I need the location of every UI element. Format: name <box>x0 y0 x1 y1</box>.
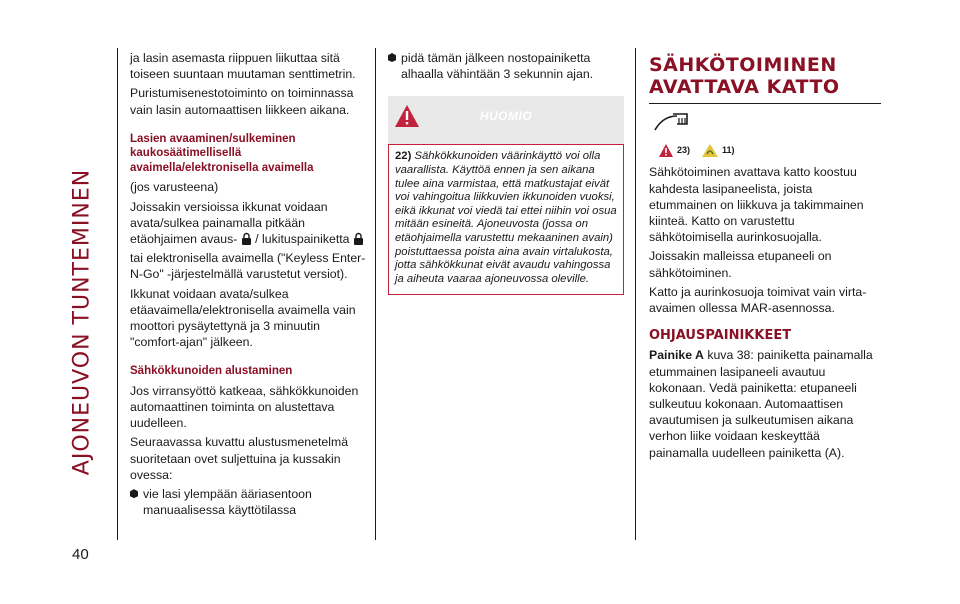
text: tai elektronisella avaimella ("Keyless Enter-N-Go" -järjestelmällä varustetut versiot). <box>130 251 366 282</box>
warning-triangle-icon <box>659 144 673 157</box>
paragraph: Katto ja aurinkosuoja toimivat vain virta-avaimen ollessa MAR-asennossa. <box>649 284 867 316</box>
lock-key-icon <box>241 232 252 250</box>
reference-number: 23) <box>677 145 691 156</box>
reference-marks <box>659 142 881 158</box>
list-item <box>388 50 624 82</box>
text: / lukituspainiketta <box>255 231 350 246</box>
list-item-text: vie lasi ylempään ääriasentoon manuaalisessa käyttötilassa <box>143 487 312 518</box>
page-number: 40 <box>72 546 89 563</box>
warning-header <box>388 96 624 144</box>
section-title <box>649 54 881 98</box>
note-number: 22) <box>395 150 412 163</box>
column-3 <box>649 50 881 464</box>
paragraph: ja lasin asemasta riippuen liikuttaa sitä toiseen suuntaan muutaman senttimetrin. <box>130 51 356 82</box>
title-rule <box>649 103 881 104</box>
section-title-line: AVATTAVA KATTO <box>649 76 840 98</box>
subheading: Sähkökkunoiden alustaminen <box>130 365 293 378</box>
paragraph: Joissakin malleissa etupaneeli on sähkötoiminen. <box>649 249 832 280</box>
paragraph: Ikkunat voidaan avata/sulkea etäavaimella/elektronisella avaimella vain moottori pysäytettynä ja 3 minuutin "comfort-ajan" jälkeen. <box>130 286 356 350</box>
subheading: OHJAUSPAINIKKEET <box>649 328 792 344</box>
paragraph <box>130 199 368 283</box>
cube-bullet-icon <box>388 53 396 62</box>
column-1 <box>130 50 368 521</box>
paragraph: Jos virransyöttö katkeaa, sähkökkunoiden automaattinen toiminta on alustettava uudelleen. <box>130 383 359 431</box>
text: Joissakin versioissa ikkunat voidaan avata/sulkea painamalla pitkään etäohjaimen avaus- <box>130 199 328 246</box>
subheading: Lasien avaaminen/sulkeminen kaukosäätimellisellä avaimella/elektronisella avaimella <box>130 132 314 174</box>
list-item-text: pidä tämän jälkeen nostopainiketta alhaalla vähintään 3 sekunnin ajan. <box>401 51 594 82</box>
column-2 <box>388 50 624 295</box>
sidebar-title: AJONEUVON TUNTEMINEN <box>69 168 95 476</box>
column-divider <box>635 48 636 540</box>
eco-triangle-icon <box>702 144 718 157</box>
paragraph: Seuraavassa kuvattu alustusmenetelmä suoritetaan ovet suljettuina ja kussakin ovessa: <box>130 435 349 482</box>
section-title-line: SÄHKÖTOIMINEN <box>649 54 837 76</box>
paragraph: Sähkötoiminen avattava katto koostuu kahdesta lasipaneelista, joista etummainen on liikkuva ja takimmainen kiinteä. Katto on varustettu sähkötoimisella aurinkosuojalla. <box>649 165 864 245</box>
warning-box <box>388 144 624 295</box>
cube-bullet-icon <box>130 489 138 498</box>
text: kuva 38: painiketta painamalla etummainen lasipaneeli avautuu kokonaan. Vedä painiketta: etupaneeli sulkeutuu kokonaan. Automaattisen avautumisen ja sulkeutumisen aikana verhon liike voidaan keskeyttää painamalla uudelleen painiketta (A). <box>649 348 873 460</box>
column-divider <box>375 48 376 540</box>
sunroof-icon <box>653 112 881 138</box>
paragraph: Puristumisenestotoiminto on toiminnassa vain lasin automaattisen liikkeen aikana. <box>130 86 354 117</box>
paragraph <box>649 347 881 460</box>
column-divider <box>117 48 118 540</box>
list-item <box>130 486 368 518</box>
note-text: Sähkökkunoiden väärinkäyttö voi olla vaarallista. Käyttöä ennen ja sen aikana tulee aina varmistaa, että matkustajat eivät voi vahingoitua liikkuvien ikkunoiden vuoksi, eikä ikkunat voi viedä tai ettei niihin voi osua mitään esineitä. Ajoneuvosta (jossa on etäohjaimella varustettu mekaaninen avain) poistuttaessa poista aina avain virtalukosta, jotta sähkökkunat eivät avaudu vahingossa ja aiheuta vaaraa ajoneuvossa oleville. <box>395 150 617 285</box>
lead-text: Painike A <box>649 348 704 363</box>
warning-label: HUOMIO <box>479 109 533 124</box>
paragraph: (jos varusteena) <box>130 180 219 195</box>
lock-key-icon <box>353 232 364 250</box>
reference-number: 11) <box>722 145 735 156</box>
